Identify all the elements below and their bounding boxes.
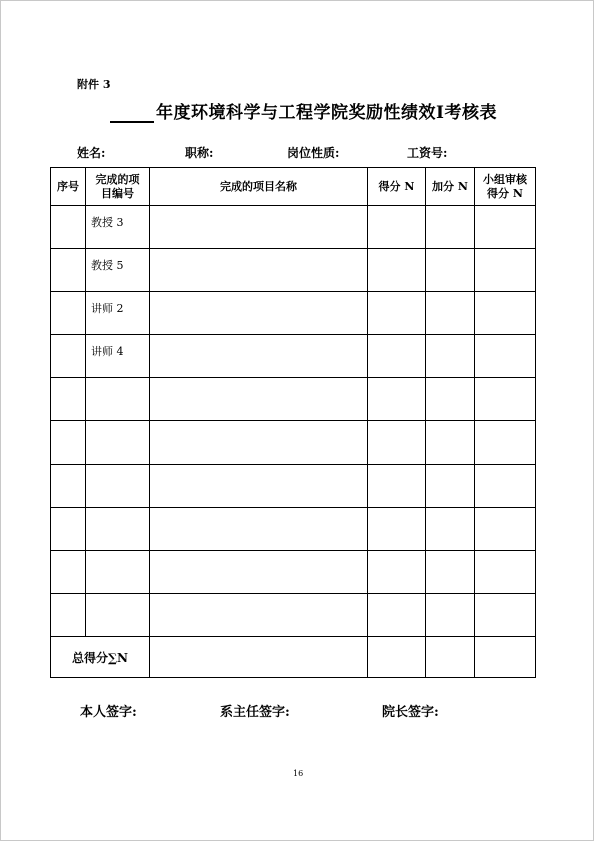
cell-project-code[interactable]: 教授 5 [86, 249, 150, 292]
cell-project-name[interactable] [150, 249, 368, 292]
cell-project-code[interactable] [86, 593, 150, 636]
cell-project-name[interactable] [150, 593, 368, 636]
header-project-code [86, 168, 150, 206]
cell-project-code[interactable] [86, 378, 150, 421]
header-seq: 序号 [51, 168, 86, 206]
header-project-name: 完成的项目名称 [150, 168, 368, 206]
cell-project-name[interactable] [150, 378, 368, 421]
form-title: 年度环境科学与工程学院奖励性绩效Ⅰ考核表 [156, 103, 497, 123]
cell-project-name[interactable] [150, 292, 368, 335]
cell-seq[interactable] [51, 335, 86, 378]
cell-bonus[interactable] [426, 593, 475, 636]
cell-project-name[interactable] [150, 421, 368, 464]
year-blank[interactable] [110, 103, 154, 123]
header-score: 得分 N [368, 168, 426, 206]
cell-seq[interactable] [51, 464, 86, 507]
cell-seq[interactable] [51, 593, 86, 636]
cell-bonus[interactable] [426, 421, 475, 464]
cell-project-code[interactable] [86, 550, 150, 593]
cell-review-score[interactable] [475, 292, 536, 335]
total-label: 总得分∑N [51, 637, 150, 678]
table-row [51, 249, 536, 292]
table-row [51, 550, 536, 593]
cell-review-score[interactable] [475, 464, 536, 507]
table-row [51, 206, 536, 249]
cell-bonus[interactable] [426, 335, 475, 378]
cell-score[interactable] [368, 335, 426, 378]
cell-score[interactable] [368, 550, 426, 593]
cell-project-name[interactable] [150, 335, 368, 378]
cell-seq[interactable] [51, 507, 86, 550]
table-body [51, 206, 536, 637]
cell-score[interactable] [368, 507, 426, 550]
cell-project-code[interactable] [86, 421, 150, 464]
header-review-score [475, 168, 536, 206]
job-title-label: 职称: [185, 146, 214, 160]
cell-project-name[interactable] [150, 550, 368, 593]
table-row [51, 464, 536, 507]
cell-bonus[interactable] [426, 507, 475, 550]
cell-review-score[interactable] [475, 593, 536, 636]
cell-review-score[interactable] [475, 335, 536, 378]
cell-project-name[interactable] [150, 464, 368, 507]
total-review-cell[interactable] [475, 637, 536, 678]
cell-seq[interactable] [51, 206, 86, 249]
cell-bonus[interactable] [426, 464, 475, 507]
header-bonus: 加分 N [426, 168, 475, 206]
cell-bonus[interactable] [426, 292, 475, 335]
cell-seq[interactable] [51, 249, 86, 292]
cell-bonus[interactable] [426, 206, 475, 249]
cell-project-code[interactable]: 讲师 4 [86, 335, 150, 378]
cell-seq[interactable] [51, 292, 86, 335]
cell-score[interactable] [368, 464, 426, 507]
cell-bonus[interactable] [426, 378, 475, 421]
cell-review-score[interactable] [475, 421, 536, 464]
cell-score[interactable] [368, 206, 426, 249]
table-row [51, 378, 536, 421]
cell-review-score[interactable] [475, 550, 536, 593]
cell-review-score[interactable] [475, 378, 536, 421]
cell-score[interactable] [368, 593, 426, 636]
attachment-label: 附件 3 [77, 78, 111, 91]
header-project-code-line1: 完成的项 [95, 172, 140, 186]
assessment-table [50, 167, 536, 678]
table-row [51, 507, 536, 550]
page-number: 16 [293, 769, 304, 778]
dept-head-signature-label: 系主任签字: [220, 705, 290, 720]
table-row [51, 421, 536, 464]
dean-signature-label: 院长签字: [382, 705, 439, 720]
cell-project-code[interactable] [86, 464, 150, 507]
cell-bonus[interactable] [426, 249, 475, 292]
total-bonus-cell[interactable] [426, 637, 475, 678]
header-project-code-line2: 目编号 [101, 186, 134, 200]
cell-review-score[interactable] [475, 249, 536, 292]
cell-project-code[interactable]: 讲师 2 [86, 292, 150, 335]
cell-review-score[interactable] [475, 507, 536, 550]
cell-review-score[interactable] [475, 206, 536, 249]
cell-project-name[interactable] [150, 507, 368, 550]
cell-project-name[interactable] [150, 206, 368, 249]
cell-score[interactable] [368, 378, 426, 421]
cell-project-code[interactable] [86, 507, 150, 550]
header-review-line1: 小组审核 [483, 172, 527, 186]
position-type-label: 岗位性质: [287, 146, 340, 160]
cell-seq[interactable] [51, 550, 86, 593]
form-title-row [110, 98, 497, 123]
cell-score[interactable] [368, 421, 426, 464]
name-label: 姓名: [77, 146, 106, 160]
table-row [51, 292, 536, 335]
table-row [51, 593, 536, 636]
cell-project-code[interactable]: 教授 3 [86, 206, 150, 249]
total-name-cell[interactable] [150, 637, 368, 678]
total-row [51, 637, 536, 678]
cell-score[interactable] [368, 249, 426, 292]
self-signature-label: 本人签字: [80, 705, 137, 720]
table-row [51, 335, 536, 378]
cell-seq[interactable] [51, 421, 86, 464]
header-review-line2: 得分 N [487, 186, 523, 200]
total-score-cell[interactable] [368, 637, 426, 678]
cell-seq[interactable] [51, 378, 86, 421]
salary-number-label: 工资号: [407, 146, 448, 160]
header-row [51, 168, 536, 206]
cell-bonus[interactable] [426, 550, 475, 593]
cell-score[interactable] [368, 292, 426, 335]
